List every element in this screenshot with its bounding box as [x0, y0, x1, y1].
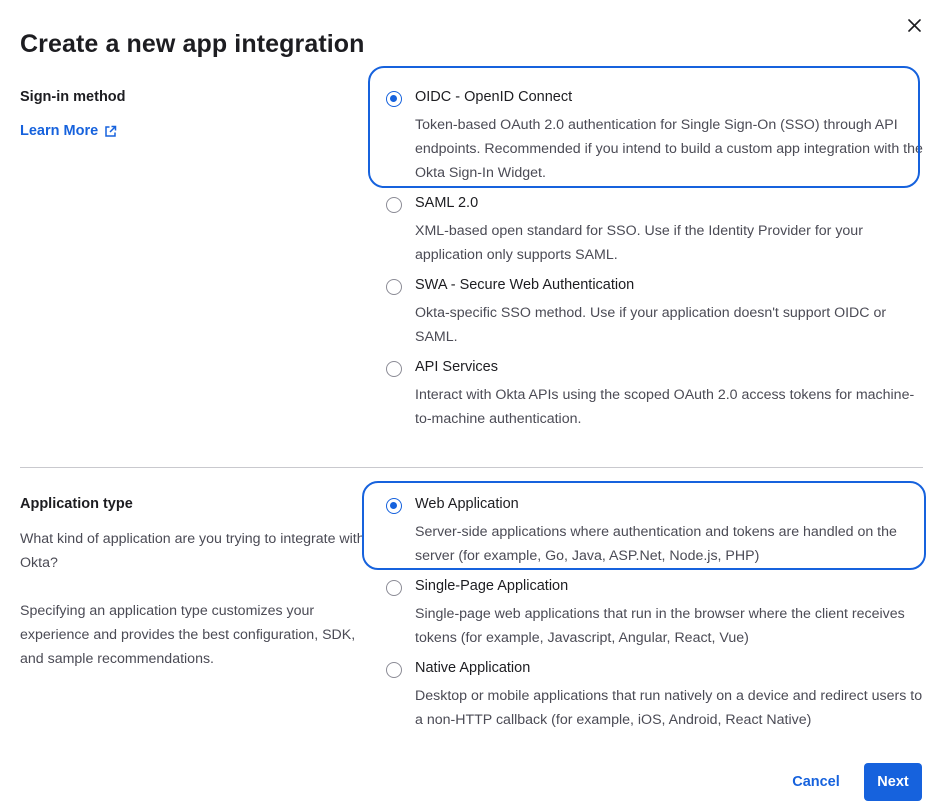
section-divider — [20, 467, 923, 468]
option-description: Interact with Okta APIs using the scoped OAuth 2.0 access tokens for machine-to-machine authentication. — [415, 387, 915, 427]
sign-in-method-label: Sign-in method — [20, 89, 126, 105]
option-label: SAML 2.0 — [415, 195, 479, 211]
option-description: XML-based open standard for SSO. Use if the Identity Provider for your application only supports SAML. — [415, 223, 863, 263]
option-label: Native Application — [415, 660, 531, 676]
external-link-icon — [104, 125, 117, 138]
radio-web-application[interactable] — [386, 498, 402, 514]
cancel-button[interactable]: Cancel — [781, 764, 851, 800]
next-button[interactable]: Next — [864, 763, 922, 801]
radio-api-services[interactable] — [386, 361, 402, 377]
learn-more-label: Learn More — [20, 123, 99, 139]
option-description: Okta-specific SSO method. Use if your application doesn't support OIDC or SAML. — [415, 305, 887, 345]
option-description: Token-based OAuth 2.0 authentication for Single Sign-On (SSO) through API endpoints. Recommended if you intend to build a custom app integration with the Okta Sign-In Widget. — [415, 117, 923, 181]
learn-more-link[interactable] — [20, 123, 117, 139]
option-description: Single-page web applications that run in the browser where the client receives tokens (for example, Javascript, Angular, React, Vue) — [415, 606, 905, 646]
dialog-title: Create a new app integration — [20, 30, 365, 58]
option-description: Desktop or mobile applications that run natively on a device and redirect users to a non-HTTP callback (for example, iOS, Android, React Native) — [415, 688, 923, 728]
close-button[interactable] — [903, 14, 925, 36]
radio-saml[interactable] — [386, 197, 402, 213]
option-label: SWA - Secure Web Authentication — [415, 277, 635, 293]
option-label: OIDC - OpenID Connect — [415, 89, 573, 105]
radio-oidc[interactable] — [386, 91, 402, 107]
application-type-label: Application type — [20, 496, 133, 512]
close-icon[interactable] — [908, 19, 921, 32]
option-label: Web Application — [415, 496, 519, 512]
radio-native-application[interactable] — [386, 662, 402, 678]
radio-single-page-application[interactable] — [386, 580, 402, 596]
application-type-question: What kind of application are you trying to integrate with Okta? — [20, 531, 365, 571]
option-label: Single-Page Application — [415, 578, 569, 594]
option-description: Server-side applications where authentication and tokens are handled on the server (for example, Go, Java, ASP.Net, Node.js, PHP) — [415, 524, 897, 564]
application-type-help-text: Specifying an application type customizes your experience and provides the best configuration, SDK, and sample recommendations. — [20, 603, 356, 667]
radio-swa[interactable] — [386, 279, 402, 295]
option-label: API Services — [415, 359, 498, 375]
